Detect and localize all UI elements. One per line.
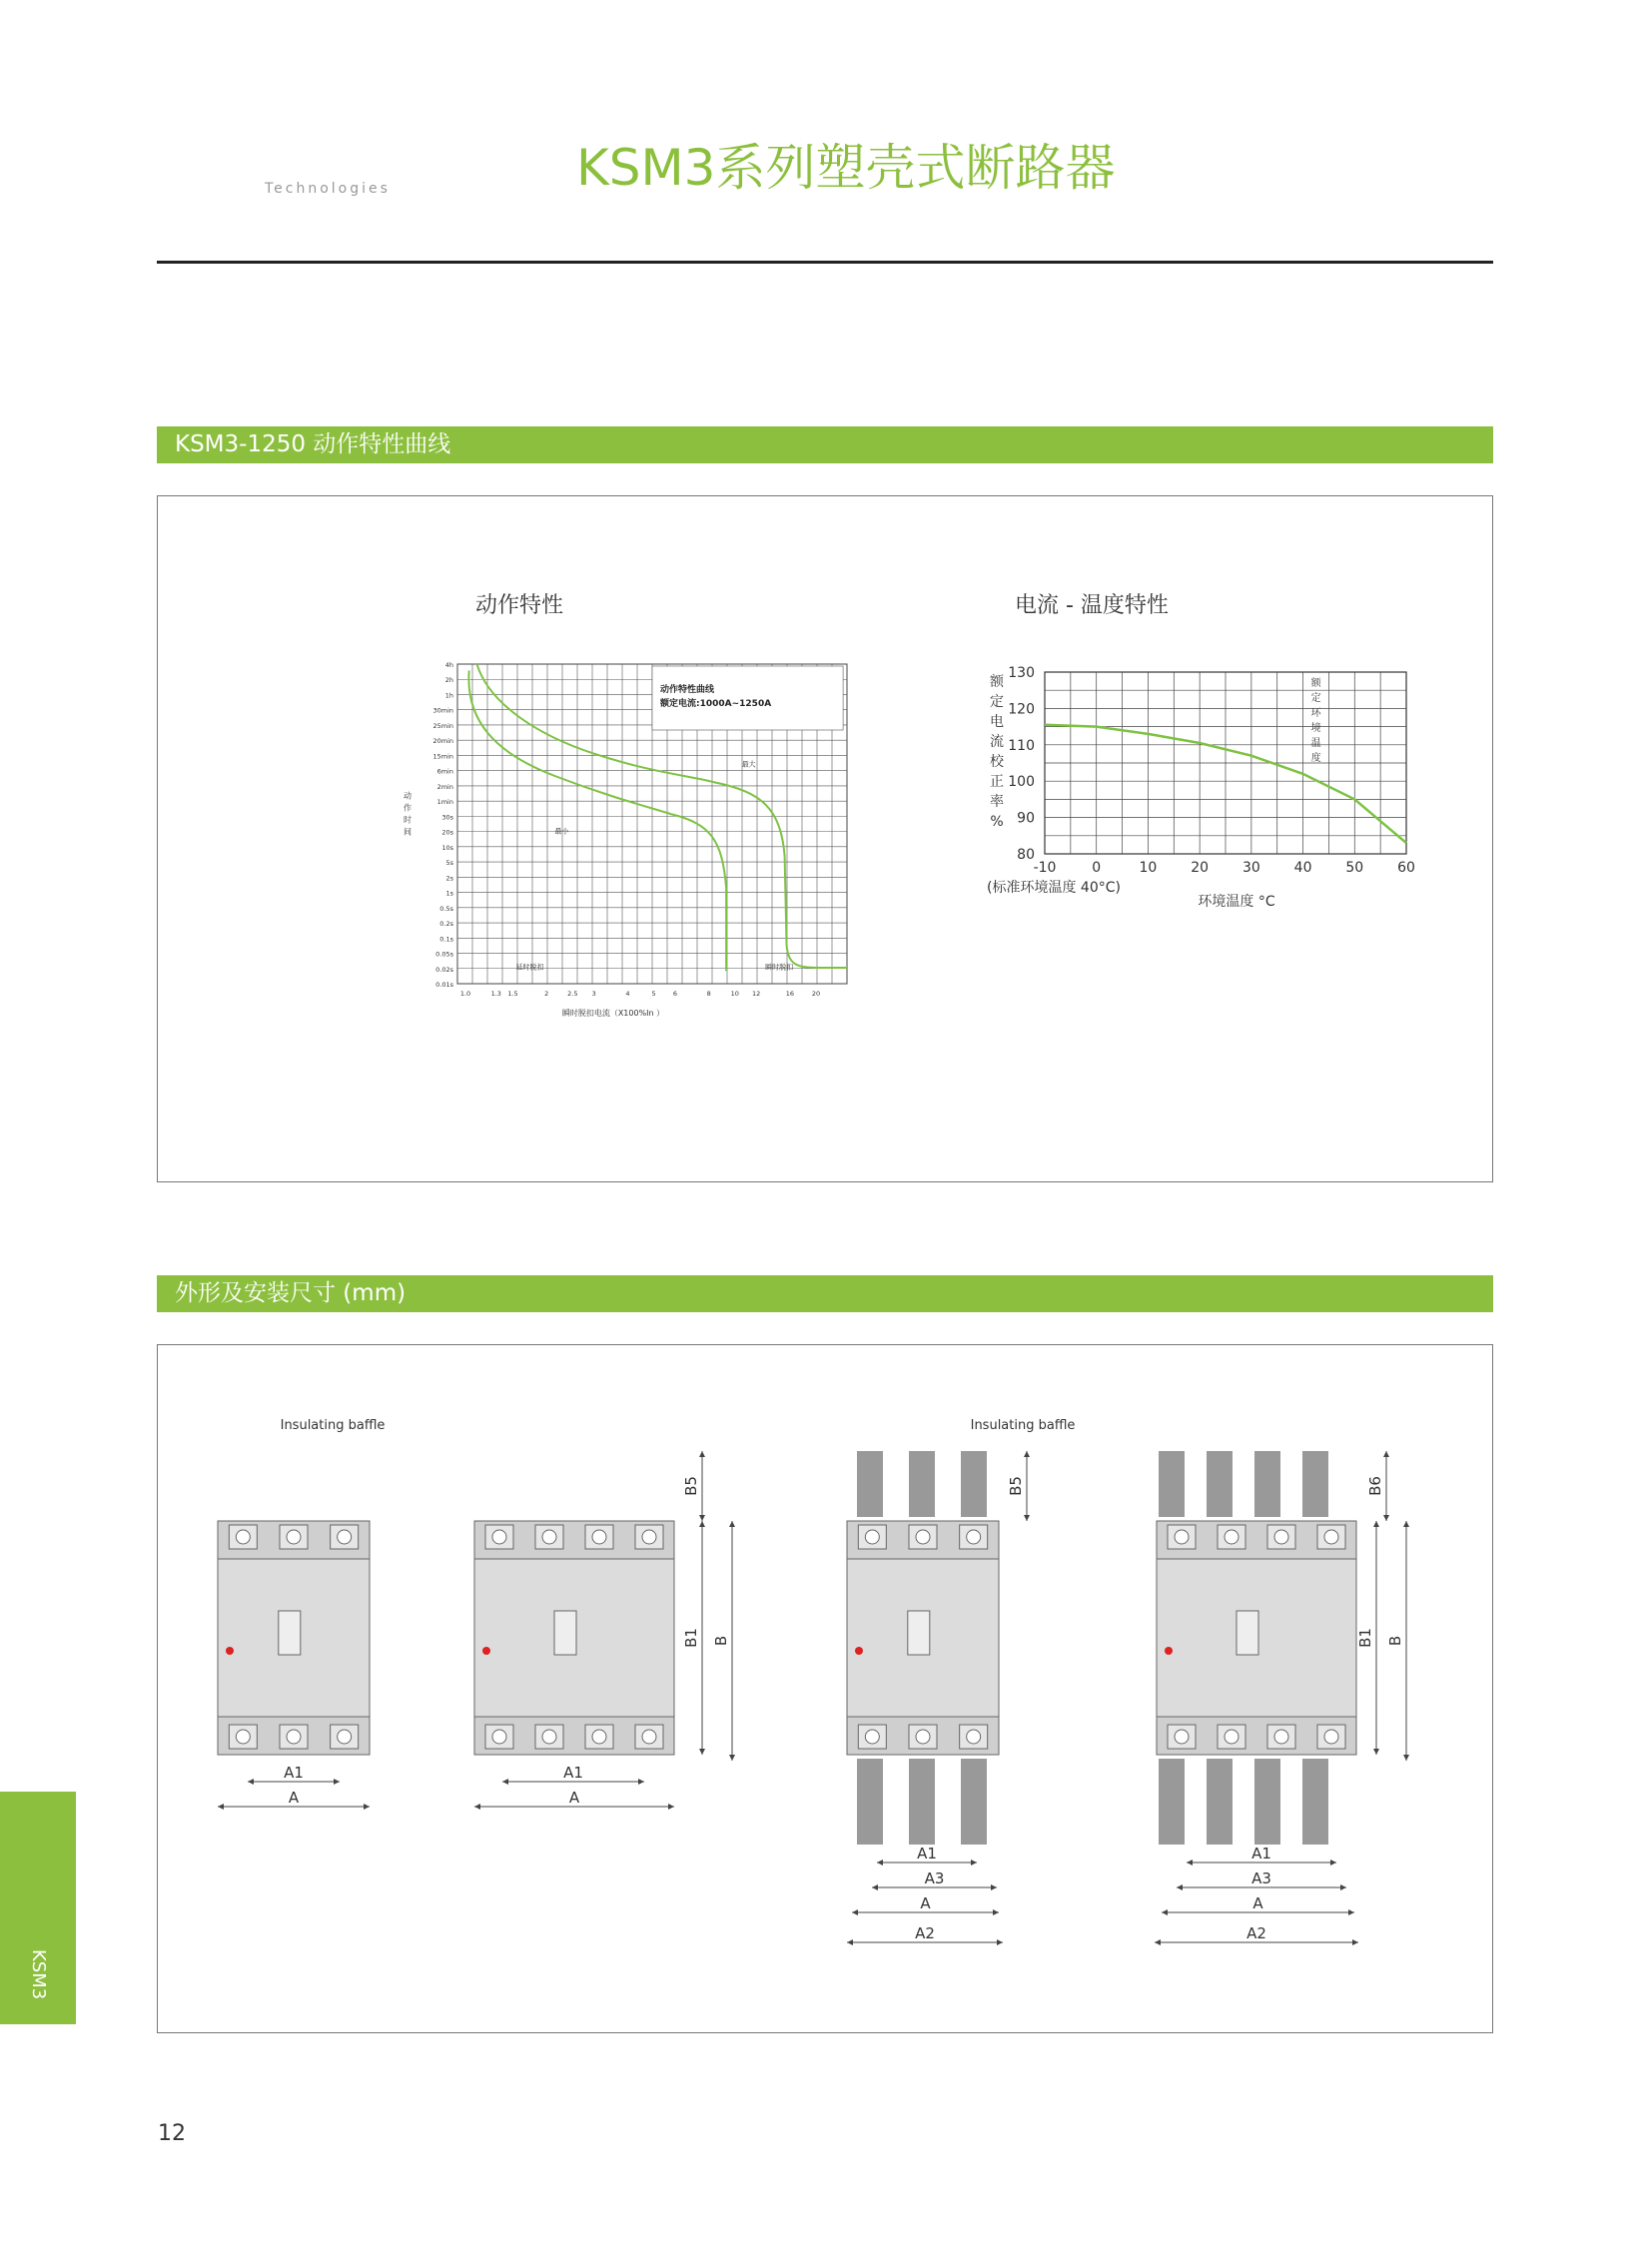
breaker4-screw-top	[1274, 1530, 1288, 1544]
action-characteristic-chart	[388, 654, 847, 1034]
breaker3-screw-top	[865, 1530, 879, 1544]
action-y-tick: 25min	[432, 721, 453, 730]
breaker4-screw-top	[1324, 1530, 1338, 1544]
bar4-top	[1207, 1451, 1233, 1517]
dim3-a-label: A	[920, 1894, 931, 1912]
breaker1-screw-top	[287, 1530, 301, 1544]
temp-x-tick: 50	[1345, 860, 1364, 876]
temp-chart-title: 电流 - 温度特性	[1015, 593, 1169, 618]
breaker3-screw-bottom	[967, 1730, 981, 1744]
breaker4-indicator	[1165, 1647, 1173, 1655]
temp-y-tick: 130	[1008, 665, 1035, 681]
dim4-a-label: A	[1252, 1894, 1263, 1912]
action-x-tick: 5	[651, 990, 656, 998]
breaker4-handle	[1237, 1611, 1258, 1655]
dim4-b6-label: B6	[1366, 1476, 1384, 1496]
action-y-tick: 2h	[444, 676, 453, 685]
dimension-drawings	[158, 1345, 1492, 2032]
temp-x-tick: 40	[1293, 860, 1312, 876]
action-legend-line1: 动作特性曲线	[660, 685, 715, 695]
action-y-tick: 4h	[444, 661, 453, 669]
bar3-bottom	[857, 1759, 883, 1845]
temp-ylabel-char: 正	[990, 774, 1004, 790]
breaker2-handle	[554, 1611, 576, 1655]
bar3-top	[909, 1451, 935, 1517]
temp-ylabel-char: 额	[990, 674, 1004, 690]
breaker1-screw-bottom	[338, 1730, 352, 1744]
action-x-tick: 12	[752, 990, 761, 998]
action-chart-title: 动作特性	[475, 593, 564, 618]
action-y-tick: 0.05s	[435, 950, 453, 959]
action-x-tick: 10	[730, 990, 739, 998]
action-x-tick: 20	[811, 990, 821, 998]
temp-ylabel-char: 定	[990, 694, 1004, 710]
temp-right-label-char: 环	[1310, 708, 1321, 719]
bar3-bottom	[961, 1759, 987, 1845]
breaker2-screw-bottom	[592, 1730, 606, 1744]
action-x-tick: 1.3	[490, 990, 501, 998]
bar4-bottom	[1207, 1759, 1233, 1845]
action-y-tick: 0.5s	[439, 904, 453, 913]
action-ylabel-char: 动	[404, 791, 412, 801]
action-x-tick: 16	[785, 990, 794, 998]
action-x-tick: 1.0	[459, 990, 471, 998]
breaker3-handle	[908, 1611, 930, 1655]
temp-x-tick: 0	[1092, 860, 1102, 876]
curves-panel	[157, 495, 1493, 1182]
action-xlabel: 瞬时脱扣电流（X100%In ）	[561, 1009, 665, 1018]
dim2-b-label: B	[712, 1635, 730, 1647]
page-title: KSM3系列塑壳式断路器	[576, 139, 1116, 197]
breaker3-screw-bottom	[916, 1730, 930, 1744]
breaker2-screw-bottom	[542, 1730, 556, 1744]
action-y-tick: 0.2s	[439, 920, 453, 929]
dim3-a1-label: A1	[917, 1845, 937, 1863]
dim3-a2-label: A2	[915, 1924, 935, 1942]
breaker1-indicator	[226, 1647, 234, 1655]
dim4-a3-label: A3	[1251, 1869, 1271, 1887]
dim1-a1-label: A1	[284, 1764, 304, 1782]
section-dimensions-heading: 外形及安装尺寸 (mm)	[157, 1275, 1493, 1312]
temp-right-label-char: 额	[1310, 678, 1321, 689]
bar3-top	[961, 1451, 987, 1517]
dim4-b1-label: B1	[1356, 1628, 1374, 1648]
temp-y-tick: 90	[1017, 810, 1035, 827]
breaker3-screw-top	[916, 1530, 930, 1544]
temp-right-label-char: 温	[1310, 738, 1321, 749]
action-y-tick: 0.02s	[435, 965, 453, 974]
temp-ylabel-char: %	[990, 814, 1004, 830]
temp-y-tick: 120	[1008, 701, 1035, 718]
breaker2-screw-top	[492, 1530, 506, 1544]
action-y-tick: 15min	[432, 752, 453, 761]
insulating-label-1: Insulating baffle	[280, 1418, 386, 1433]
action-y-tick: 0.01s	[435, 981, 453, 989]
action-label-instant: 瞬时脱扣	[765, 963, 794, 972]
action-label-max: 最大	[741, 760, 756, 769]
temp-right-label-char: 定	[1310, 693, 1321, 704]
breaker4-screw-top	[1175, 1530, 1189, 1544]
bar3-bottom	[909, 1759, 935, 1845]
temp-ylabel-char: 率	[990, 794, 1004, 810]
temp-x-note: (标准环境温度 40°C)	[987, 880, 1121, 896]
section-curves-heading: KSM3-1250 动作特性曲线	[157, 426, 1493, 463]
dim4-a1-label: A1	[1251, 1845, 1271, 1863]
bar4-bottom	[1254, 1759, 1280, 1845]
breaker2-screw-top	[592, 1530, 606, 1544]
action-y-tick: 0.1s	[439, 935, 453, 944]
breaker2-screw-top	[642, 1530, 656, 1544]
temp-x-tick: 10	[1139, 860, 1158, 876]
temp-x-tick: 20	[1191, 860, 1210, 876]
action-y-tick: 30min	[432, 706, 453, 715]
breaker4-screw-bottom	[1274, 1730, 1288, 1744]
temp-y-tick: 80	[1017, 847, 1035, 863]
action-label-min: 最小	[554, 827, 569, 836]
breaker3-screw-top	[967, 1530, 981, 1544]
action-label-delay: 延时脱扣	[515, 963, 544, 972]
action-y-tick: 2s	[445, 874, 453, 883]
breaker1-screw-bottom	[287, 1730, 301, 1744]
action-ylabel-char: 作	[404, 803, 412, 813]
breaker2-indicator	[482, 1647, 490, 1655]
bar4-top	[1302, 1451, 1328, 1517]
page-number: 12	[158, 2121, 186, 2146]
temp-x-tick: 30	[1241, 860, 1260, 876]
temp-y-tick: 110	[1008, 737, 1035, 754]
action-x-tick: 2.5	[567, 990, 578, 998]
dim2-a-label: A	[568, 1789, 580, 1807]
breaker4-screw-bottom	[1175, 1730, 1189, 1744]
breaker3-screw-bottom	[865, 1730, 879, 1744]
dimensions-panel	[157, 1344, 1493, 2033]
dim2-b5-label: B5	[682, 1476, 700, 1496]
action-y-tick: 1h	[444, 691, 453, 700]
header-subtitle: Technologies	[265, 181, 391, 197]
breaker2-screw-top	[542, 1530, 556, 1544]
action-y-tick: 2min	[436, 782, 453, 791]
action-legend-line2: 额定电流:1000A~1250A	[660, 699, 772, 709]
insulating-label-2: Insulating baffle	[970, 1418, 1076, 1433]
temp-ylabel-char: 校	[990, 754, 1004, 770]
action-y-tick: 5s	[445, 859, 453, 868]
breaker3-indicator	[855, 1647, 863, 1655]
current-temperature-chart	[807, 656, 1415, 956]
action-x-tick: 4	[625, 990, 630, 998]
action-x-tick: 1.5	[507, 990, 518, 998]
action-ylabel-char: 时	[404, 815, 412, 825]
temp-right-label-char: 度	[1310, 753, 1321, 764]
temp-right-label-char: 境	[1310, 723, 1321, 734]
bar4-bottom	[1302, 1759, 1328, 1845]
dim4-a2-label: A2	[1246, 1924, 1266, 1942]
side-tab-label: KSM3	[28, 1949, 49, 2000]
temp-xlabel: 环境温度 °C	[1198, 894, 1275, 910]
breaker4-screw-bottom	[1225, 1730, 1239, 1744]
header-divider	[157, 261, 1493, 264]
breaker1-screw-top	[236, 1530, 250, 1544]
breaker4-screw-bottom	[1324, 1730, 1338, 1744]
bar4-bottom	[1159, 1759, 1185, 1845]
breaker2-screw-bottom	[642, 1730, 656, 1744]
temp-ylabel-char: 电	[990, 714, 1004, 730]
action-y-tick: 30s	[441, 813, 453, 822]
action-y-tick: 10s	[441, 843, 453, 852]
action-ylabel-char: 间	[404, 827, 412, 837]
action-x-tick: 8	[706, 990, 711, 998]
bar3-top	[857, 1451, 883, 1517]
bar4-top	[1159, 1451, 1185, 1517]
action-y-tick: 6min	[436, 767, 453, 776]
breaker1-screw-top	[338, 1530, 352, 1544]
action-x-tick: 3	[591, 990, 596, 998]
breaker1-screw-bottom	[236, 1730, 250, 1744]
action-y-tick: 20s	[441, 828, 453, 837]
action-x-tick: 6	[672, 990, 678, 998]
action-y-tick: 1s	[445, 889, 453, 898]
breaker1-handle	[279, 1611, 301, 1655]
dim4-b-label: B	[1386, 1635, 1404, 1647]
action-y-tick: 1min	[436, 798, 453, 807]
action-y-tick: 20min	[432, 737, 453, 746]
temp-x-tick: -10	[1033, 860, 1057, 876]
temp-y-tick: 100	[1008, 774, 1035, 791]
dim1-a-label: A	[288, 1789, 300, 1807]
breaker4-screw-top	[1225, 1530, 1239, 1544]
dim3-b5-label: B5	[1007, 1476, 1025, 1496]
breaker2-screw-bottom	[492, 1730, 506, 1744]
dim2-a1-label: A1	[563, 1764, 583, 1782]
action-x-tick: 2	[544, 990, 549, 998]
dim3-a3-label: A3	[924, 1869, 945, 1887]
temp-x-tick: 60	[1397, 860, 1415, 876]
bar4-top	[1254, 1451, 1280, 1517]
dim2-b1-label: B1	[682, 1628, 700, 1648]
temp-ylabel-char: 流	[990, 734, 1004, 750]
